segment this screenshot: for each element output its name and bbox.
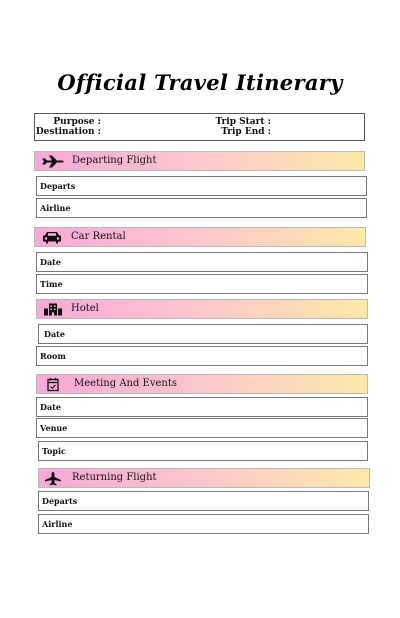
field-airline[interactable]: Airline [36, 198, 367, 218]
field-topic[interactable]: Topic [38, 441, 368, 461]
field-airline[interactable]: Airline [38, 514, 369, 534]
destination-label: Destination : [35, 127, 101, 137]
airplane-icon [41, 154, 65, 169]
car-icon [41, 230, 65, 245]
trip-info-box [34, 113, 365, 141]
field-room[interactable]: Room [36, 346, 368, 366]
section-title: Car Rental [71, 231, 126, 242]
hotel-icon [41, 302, 65, 317]
section-header-hotel [36, 299, 368, 319]
field-departs[interactable]: Departs [36, 176, 367, 196]
section-header-meeting-and-events [36, 374, 368, 394]
trip-start-label: Trip Start : [215, 117, 271, 127]
section-title: Returning Flight [72, 472, 157, 483]
section-header-returning-flight [38, 468, 370, 488]
field-departs[interactable]: Departs [38, 491, 369, 511]
field-time[interactable]: Time [36, 274, 368, 294]
field-date[interactable]: Date [36, 397, 368, 417]
section-header-car-rental [34, 227, 366, 247]
section-header-departing-flight [34, 151, 365, 171]
calendar-icon [41, 377, 65, 392]
section-title: Departing Flight [72, 155, 157, 166]
section-title: Meeting And Events [74, 378, 178, 389]
field-date[interactable]: Date [38, 324, 368, 344]
section-title: Hotel [71, 303, 99, 314]
airplane-icon [42, 471, 66, 486]
page-title: Official Travel Itinerary [57, 70, 343, 95]
trip-end-label: Trip End : [221, 127, 271, 137]
field-date[interactable]: Date [36, 252, 368, 272]
purpose-label: Purpose : [53, 117, 101, 127]
field-venue[interactable]: Venue [36, 418, 368, 438]
